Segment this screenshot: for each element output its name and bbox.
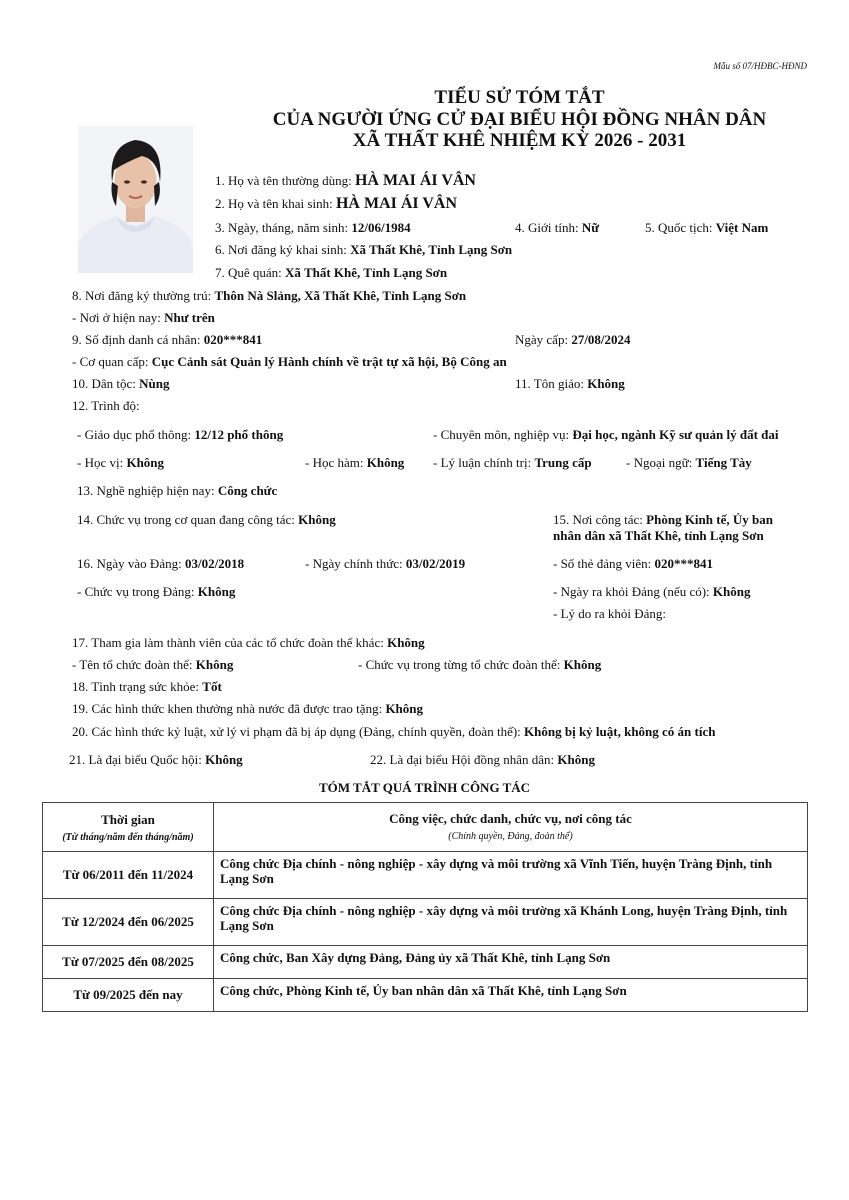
field-id-issue-date: Ngày cấp: 27/08/2024 xyxy=(515,332,631,347)
field-national-assembly: 21. Là đại biểu Quốc hội: Không xyxy=(69,752,243,767)
form-number: Mẫu số 07/HĐBC-HĐND xyxy=(713,61,807,71)
field-party-official-date: - Ngày chính thức: 03/02/2019 xyxy=(305,556,466,571)
field-birth-registration: 6. Nơi đăng ký khai sinh: Xã Thất Khê, Tỉnh Lạng Sơn xyxy=(215,242,513,257)
table-row: Từ 12/2024 đến 06/2025 Công chức Địa chính - nông nghiệp - xây dựng và môi trường xã Khánh Long, huyện Tràng Định, tỉnh Lạng Sơn xyxy=(43,899,808,946)
table-header-row xyxy=(43,803,808,852)
table-row: Từ 07/2025 đến 08/2025 Công chức, Ban Xây dựng Đảng, Đảng ủy xã Thất Khê, tỉnh Lạng Sơn xyxy=(43,946,808,979)
common-name-value: HÀ MAI ÁI VÂN xyxy=(354,172,476,189)
doc-title-line2: CỦA NGƯỜI ỨNG CỬ ĐẠI BIỂU HỘI ĐỒNG NHÂN DÂN xyxy=(272,109,767,130)
header-time: Thời gian (Từ tháng/năm đến tháng/năm) xyxy=(43,803,214,852)
portrait-illustration xyxy=(78,126,193,273)
field-party-leave-date: - Ngày ra khỏi Đảng (nếu có): Không xyxy=(553,584,751,599)
field-health: 18. Tình trạng sức khỏe: Tốt xyxy=(72,679,222,694)
field-academic-title: - Học hàm: Không xyxy=(305,455,405,470)
doc-title-line3: XÃ THẤT KHÊ NHIỆM KỲ 2026 - 2031 xyxy=(352,130,687,151)
field-religion: 11. Tôn giáo: Không xyxy=(515,376,625,391)
work-history-table xyxy=(42,802,808,1012)
field-workplace-cont: nhân dân xã Thất Khê, tỉnh Lạng Sơn xyxy=(553,528,764,543)
table-row: Từ 09/2025 đến nay Công chức, Phòng Kinh tế, Ủy ban nhân dân xã Thất Khê, tỉnh Lạng Sơn xyxy=(43,979,808,1012)
field-issuing-authority: - Cơ quan cấp: Cục Cảnh sát Quản lý Hành chính về trật tự xã hội, Bộ Công an xyxy=(72,354,507,369)
field-party-card: - Số thẻ đảng viên: 020***841 xyxy=(553,556,713,571)
field-nationality: 5. Quốc tịch: Việt Nam xyxy=(645,220,769,235)
candidate-photo xyxy=(78,126,193,273)
field-organizations: 17. Tham gia làm thành viên của các tổ chức đoàn thể khác: Không xyxy=(72,635,425,650)
field-peoples-council: 22. Là đại biểu Hội đồng nhân dân: Không xyxy=(370,752,595,767)
field-workplace: 15. Nơi công tác: Phòng Kinh tế, Ủy ban xyxy=(553,512,773,527)
field-ethnicity: 10. Dân tộc: Nùng xyxy=(72,376,170,391)
header-description: Công việc, chức danh, chức vụ, nơi công tác (Chính quyền, Đảng, đoàn thể) xyxy=(214,803,808,852)
field-party-position: - Chức vụ trong Đảng: Không xyxy=(77,584,236,599)
field-personal-id: 9. Số định danh cá nhân: 020***841 xyxy=(72,332,263,347)
field-current-residence: - Nơi ở hiện nay: Như trên xyxy=(72,310,215,325)
field-birth-name: 2. Họ và tên khai sinh: HÀ MAI ÁI VÂN xyxy=(215,195,458,212)
field-permanent-residence: 8. Nơi đăng ký thường trú: Thôn Nà Slảng, Xã Thất Khê, Tỉnh Lạng Sơn xyxy=(72,288,467,303)
field-occupation: 13. Nghề nghiệp hiện nay: Công chức xyxy=(77,483,278,498)
field-awards: 19. Các hình thức khen thưởng nhà nước đã được trao tặng: Không xyxy=(72,701,424,716)
field-common-name: 1. Họ và tên thường dùng: HÀ MAI ÁI VÂN xyxy=(215,172,476,189)
doc-title-line1: TIỂU SỬ TÓM TẮT xyxy=(434,87,605,108)
field-specialization: - Chuyên môn, nghiệp vụ: Đại học, ngành Kỹ sư quản lý đất đai xyxy=(433,427,779,442)
field-education-heading: 12. Trình độ: xyxy=(72,398,140,413)
field-gender: 4. Giới tính: Nữ xyxy=(515,220,600,235)
field-foreign-language: - Ngoại ngữ: Tiếng Tày xyxy=(626,455,752,470)
field-political-theory: - Lý luận chính trị: Trung cấp xyxy=(433,455,592,470)
work-history-title: TÓM TẮT QUÁ TRÌNH CÔNG TÁC xyxy=(318,780,531,795)
field-organization-name: - Tên tổ chức đoàn thể: Không xyxy=(72,657,234,672)
field-position: 14. Chức vụ trong cơ quan đang công tác: Không xyxy=(77,512,336,527)
field-hometown: 7. Quê quán: Xã Thất Khê, Tỉnh Lạng Sơn xyxy=(215,265,448,280)
field-general-education: - Giáo dục phổ thông: 12/12 phổ thông xyxy=(77,427,284,442)
field-discipline: 20. Các hình thức kỷ luật, xử lý vi phạm đã bị áp dụng (Đảng, chính quyền, đoàn thể): Không bị kỷ luật, không có án tích xyxy=(72,724,716,739)
field-party-leave-reason: - Lý do ra khỏi Đảng: xyxy=(553,606,667,621)
field-birth-date: 3. Ngày, tháng, năm sinh: 12/06/1984 xyxy=(215,220,411,235)
field-party-join-date: 16. Ngày vào Đảng: 03/02/2018 xyxy=(77,556,245,571)
birth-name-value: HÀ MAI ÁI VÂN xyxy=(335,195,458,212)
field-organization-position: - Chức vụ trong từng tổ chức đoàn thể: Không xyxy=(358,657,602,672)
table-row: Từ 06/2011 đến 11/2024 Công chức Địa chính - nông nghiệp - xây dựng và môi trường xã Vĩnh Tiến, huyện Tràng Định, tỉnh Lạng Sơn xyxy=(43,852,808,899)
field-degree: - Học vị: Không xyxy=(77,455,165,470)
